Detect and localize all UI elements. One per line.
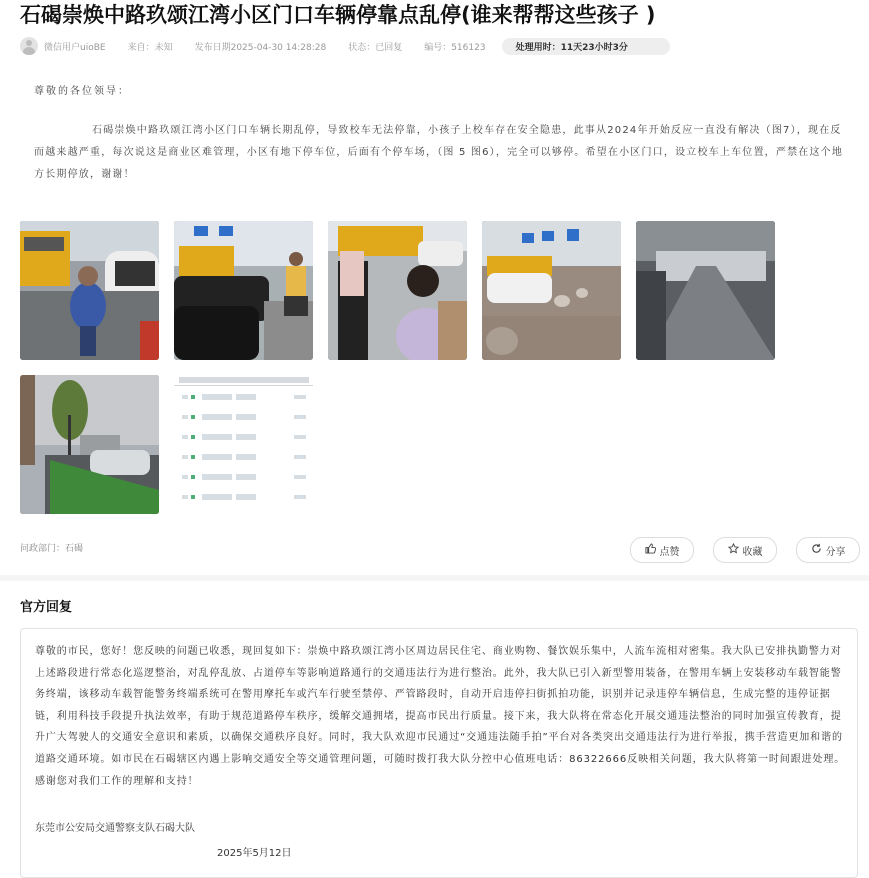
- section-divider: [0, 575, 869, 581]
- photo-thumbnail[interactable]: [328, 221, 467, 360]
- post-body: 石碣崇焕中路玖颂江湾小区门口车辆长期乱停，导致校车无法停靠，小孩子上校车存在安全隐患，此事从2024年开始反应一直没有解决（图7），现在反而越来越严重，每次说这是商业区难管理，小区有地下停车位，后面有个停车场，（图 5 图6），完全可以够停。希望在小区门口，设立校车上车位置，严禁在这个地方长期停放，谢谢！: [34, 125, 844, 180]
- favorite-button[interactable]: [713, 537, 777, 563]
- reply-signature: 东莞市公安局交通警察支队石碣大队: [35, 823, 195, 834]
- star-icon: [728, 543, 739, 557]
- reply-body: [35, 641, 847, 792]
- post-meta: [20, 36, 850, 56]
- reply-text: 尊敬的市民，您好！您反映的问题已收悉，现回复如下：崇焕中路玖颂江湾小区周边居民住宅、商业购物、餐饮娱乐集中，人流车流相对密集。我大队已安排执勤警力对上述路段进行常态化巡逻整治，对乱停乱放、占道停车等影响道路通行的交通违法行为进行整治。此外，我大队已引入新型警用装备，在警用车辆上安装移动车载智能警务终端，该移动车载智能警务终端系统可在警用摩托车或汽车行驶至禁停、严管路段时，自动开启违停扫街抓拍功能，识别并记录违停车辆信息，生成完整的违停证据链，利用科技手段提升执法效率，有助于规范道路停车秩序，缓解交通拥堵，提高市民出行质量。接下来，我大队将在常态化开展交通违法整治的同时加强宣传教育，提升广大驾驶人的交通安全意识和素质，以确保交通秩序良好。同时，我大队欢迎市民通过“交通违法随手拍”平台对各类突出交通违法行为进行举报，携手营造更加和谐的道路交通环境。如市民在石碣辖区内遇上影响交通安全等交通管理问题，可随时拨打我大队分控中心值班电话：86322666反映相关问题，我大队将第一时间跟进处理。: [35, 646, 846, 765]
- official-reply: [20, 628, 858, 878]
- favorite-label: 收藏: [742, 546, 763, 558]
- like-label: 点赞: [659, 546, 680, 558]
- photo-thumbnail[interactable]: [20, 375, 159, 514]
- share-button[interactable]: [796, 537, 860, 563]
- photo-thumbnail[interactable]: [482, 221, 621, 360]
- photo-thumbnail[interactable]: [636, 221, 775, 360]
- page-title: 石碣崇焕中路玖颂江湾小区门口车辆停靠点乱停(谁来帮帮这些孩子 ): [20, 3, 656, 27]
- share-label: 分享: [825, 546, 846, 558]
- post-actions: [630, 537, 860, 563]
- photo-thumbnail[interactable]: [174, 375, 313, 514]
- reply-heading: 官方回复: [20, 600, 73, 615]
- share-icon: [811, 543, 822, 557]
- meta-date: 发布日期2025-04-30 14:28:28: [194, 42, 327, 53]
- meta-user: 微信用户uioBE: [44, 42, 106, 53]
- meta-source: 来自：未知: [127, 42, 173, 53]
- process-time-badge: 处理用时：11天23小时3分: [502, 38, 670, 55]
- reply-thanks: 感谢您对我们工作的理解和支持！: [35, 775, 199, 787]
- reply-date: 2025年5月12日: [217, 848, 292, 859]
- avatar: [20, 37, 38, 55]
- photo-thumbnail[interactable]: [20, 221, 159, 360]
- thumbs-up-icon: [645, 543, 656, 557]
- department-label: 问政部门：石碣: [20, 544, 84, 554]
- like-button[interactable]: [630, 537, 694, 563]
- post-greeting: 尊敬的各位领导：: [34, 86, 130, 97]
- meta-number: 编号：516123: [424, 42, 486, 53]
- meta-status: 状态：已回复: [348, 42, 403, 53]
- photo-thumbnail[interactable]: [174, 221, 313, 360]
